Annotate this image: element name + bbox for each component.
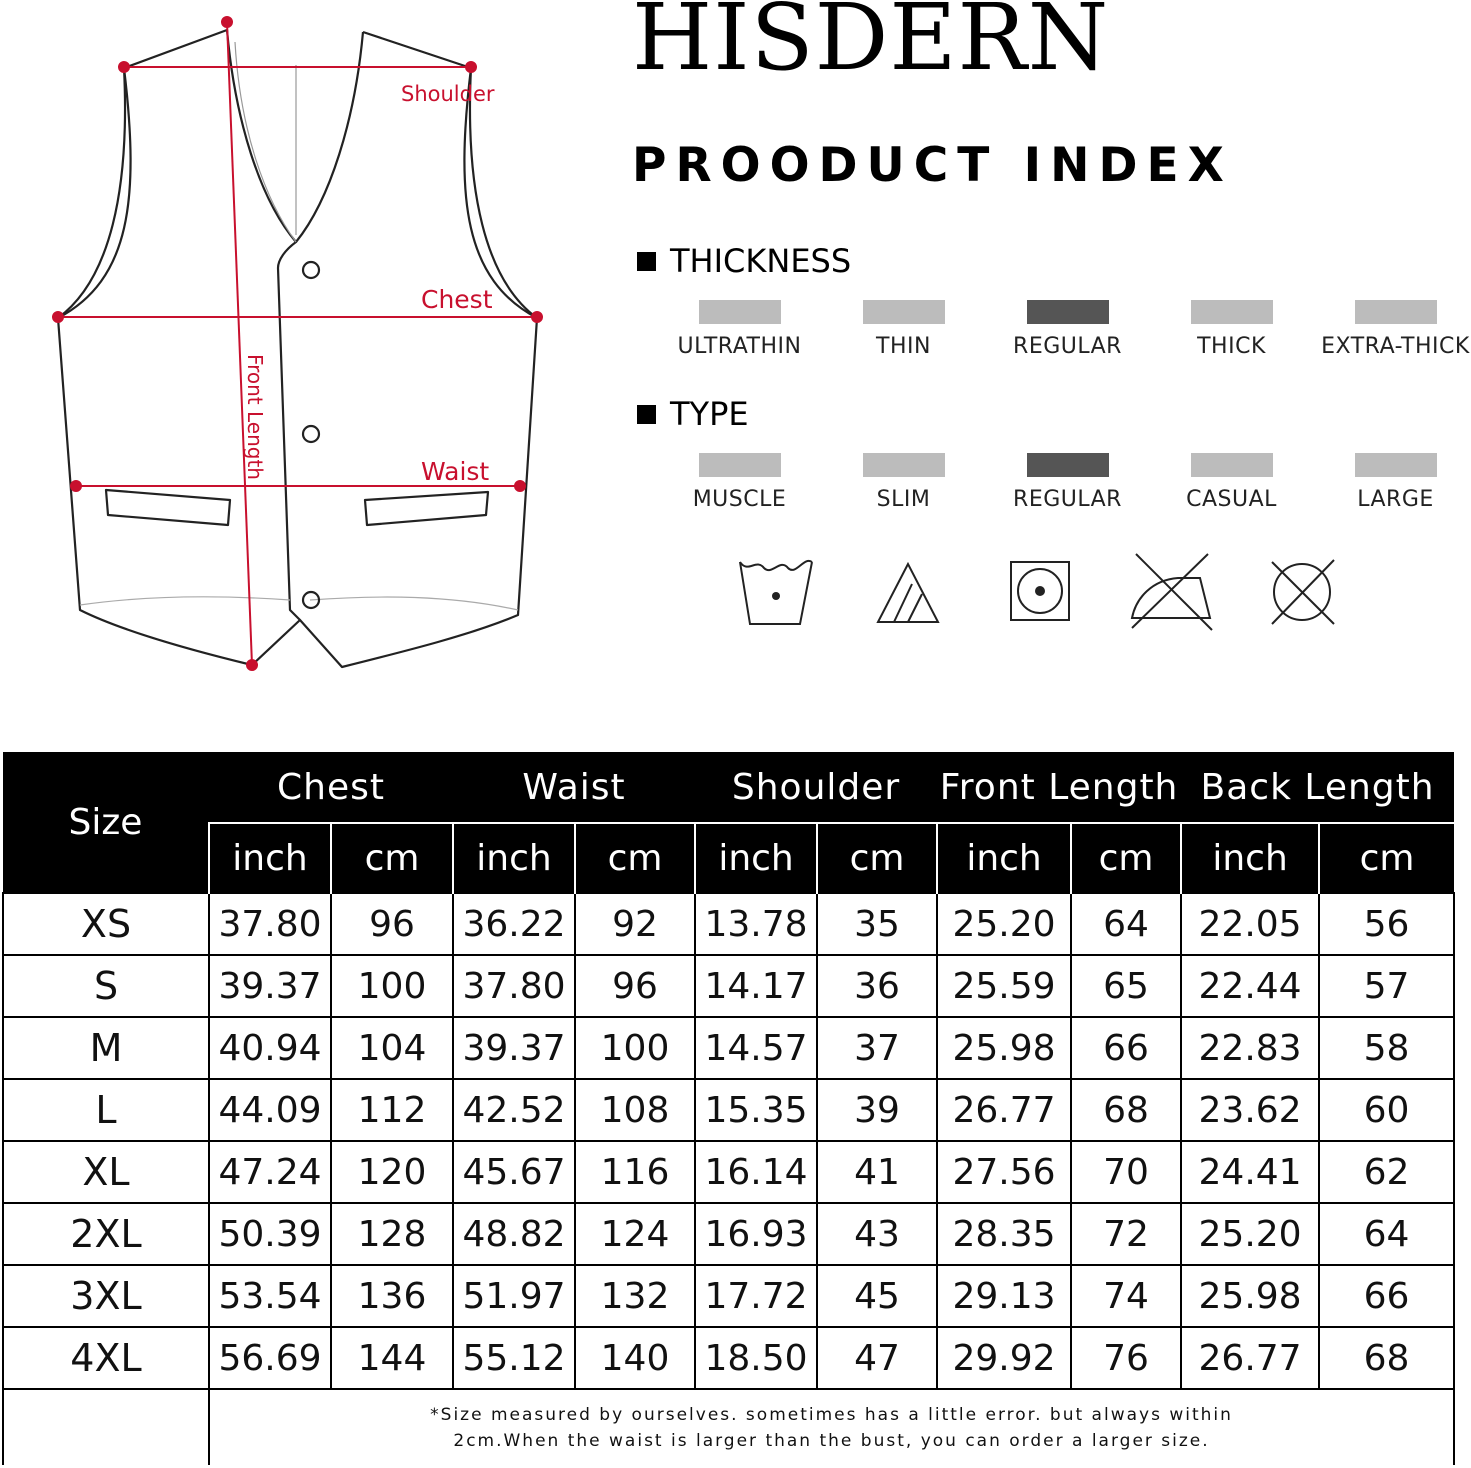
thickness-bar — [1355, 300, 1437, 324]
value-cell: 74 — [1071, 1265, 1181, 1327]
value-cell: 140 — [575, 1327, 695, 1389]
type-option — [1313, 453, 1471, 512]
value-cell: 70 — [1071, 1141, 1181, 1203]
value-cell: 68 — [1071, 1079, 1181, 1141]
shoulder-label: Shoulder — [401, 82, 495, 106]
size-cell: XS — [3, 893, 209, 955]
table-row — [3, 1265, 1454, 1327]
vest-diagram — [40, 10, 580, 690]
value-cell: 43 — [817, 1203, 937, 1265]
thickness-bar — [1191, 300, 1273, 324]
thickness-scale — [657, 300, 1471, 370]
type-bar — [699, 453, 781, 477]
value-cell: 56.69 — [209, 1327, 331, 1389]
size-cell: M — [3, 1017, 209, 1079]
unit-header-inch: inch — [937, 823, 1071, 893]
value-cell: 50.39 — [209, 1203, 331, 1265]
value-cell: 76 — [1071, 1327, 1181, 1389]
table-row — [3, 1327, 1454, 1389]
value-cell: 25.59 — [937, 955, 1071, 1017]
value-cell: 116 — [575, 1141, 695, 1203]
value-cell: 22.44 — [1181, 955, 1319, 1017]
value-cell: 16.14 — [695, 1141, 817, 1203]
value-cell: 48.82 — [453, 1203, 575, 1265]
thickness-heading — [637, 242, 851, 280]
type-bar — [863, 453, 945, 477]
value-cell: 132 — [575, 1265, 695, 1327]
value-cell: 37 — [817, 1017, 937, 1079]
type-heading — [637, 395, 749, 433]
type-bar — [1027, 453, 1109, 477]
value-cell: 64 — [1071, 893, 1181, 955]
unit-header-inch: inch — [453, 823, 575, 893]
thickness-option-label: EXTRA-THICK — [1321, 334, 1470, 359]
bullet-square-icon — [637, 405, 656, 424]
value-cell: 45.67 — [453, 1141, 575, 1203]
front-length-header: Front Length — [937, 752, 1181, 823]
type-option-label: REGULAR — [1013, 487, 1122, 512]
type-title: TYPE — [670, 395, 749, 433]
do-not-dry-clean-icon — [1268, 552, 1358, 632]
value-cell: 72 — [1071, 1203, 1181, 1265]
value-cell: 128 — [331, 1203, 453, 1265]
value-cell: 39 — [817, 1079, 937, 1141]
size-cell: 4XL — [3, 1327, 209, 1389]
size-note — [209, 1389, 1454, 1465]
value-cell: 25.20 — [937, 893, 1071, 955]
value-cell: 28.35 — [937, 1203, 1071, 1265]
value-cell: 92 — [575, 893, 695, 955]
value-cell: 14.57 — [695, 1017, 817, 1079]
value-cell: 22.83 — [1181, 1017, 1319, 1079]
size-header: Size — [3, 752, 209, 893]
chest-label: Chest — [421, 285, 493, 314]
unit-header-cm: cm — [1319, 823, 1454, 893]
thickness-bar — [699, 300, 781, 324]
type-scale — [657, 453, 1471, 523]
value-cell: 37.80 — [209, 893, 331, 955]
no-bleach-icon — [870, 552, 960, 632]
value-cell: 39.37 — [453, 1017, 575, 1079]
value-cell: 13.78 — [695, 893, 817, 955]
hand-wash-icon — [730, 552, 820, 632]
shoulder-header: Shoulder — [695, 752, 937, 823]
value-cell: 15.35 — [695, 1079, 817, 1141]
value-cell: 51.97 — [453, 1265, 575, 1327]
value-cell: 124 — [575, 1203, 695, 1265]
value-cell: 47 — [817, 1327, 937, 1389]
value-cell: 25.20 — [1181, 1203, 1319, 1265]
value-cell: 108 — [575, 1079, 695, 1141]
type-option-label: MUSCLE — [692, 487, 787, 512]
value-cell: 45 — [817, 1265, 937, 1327]
value-cell: 65 — [1071, 955, 1181, 1017]
value-cell: 42.52 — [453, 1079, 575, 1141]
tumble-dry-icon — [1005, 552, 1095, 632]
unit-header-cm: cm — [331, 823, 453, 893]
unit-header-inch: inch — [1181, 823, 1319, 893]
type-option — [1149, 453, 1314, 512]
size-cell: XL — [3, 1141, 209, 1203]
type-bar — [1191, 453, 1273, 477]
thickness-option-label: REGULAR — [1013, 334, 1122, 359]
value-cell: 25.98 — [1181, 1265, 1319, 1327]
value-cell: 136 — [331, 1265, 453, 1327]
table-row — [3, 1141, 1454, 1203]
value-cell: 60 — [1319, 1079, 1454, 1141]
thickness-bar — [1027, 300, 1109, 324]
unit-header-inch: inch — [209, 823, 331, 893]
type-option-label: CASUAL — [1186, 487, 1277, 512]
table-row — [3, 955, 1454, 1017]
waist-label: Waist — [421, 457, 490, 486]
value-cell: 58 — [1319, 1017, 1454, 1079]
value-cell: 100 — [575, 1017, 695, 1079]
value-cell: 23.62 — [1181, 1079, 1319, 1141]
value-cell: 68 — [1319, 1327, 1454, 1389]
size-cell: L — [3, 1079, 209, 1141]
table-row — [3, 1017, 1454, 1079]
bullet-square-icon — [637, 252, 656, 271]
value-cell: 96 — [331, 893, 453, 955]
size-note-line-2: 2cm.When the waist is larger than the bust, you can order a larger size. — [453, 1430, 1210, 1451]
value-cell: 36.22 — [453, 893, 575, 955]
note-row — [3, 1389, 1454, 1465]
value-cell: 16.93 — [695, 1203, 817, 1265]
size-note-line-1: *Size measured by ourselves. sometimes has a little error. but always within — [430, 1404, 1233, 1425]
brand-title: HISDERN — [632, 0, 1110, 91]
value-cell: 26.77 — [937, 1079, 1071, 1141]
value-cell: 112 — [331, 1079, 453, 1141]
value-cell: 29.13 — [937, 1265, 1071, 1327]
value-cell: 22.05 — [1181, 893, 1319, 955]
value-cell: 56 — [1319, 893, 1454, 955]
value-cell: 17.72 — [695, 1265, 817, 1327]
value-cell: 40.94 — [209, 1017, 331, 1079]
value-cell: 26.77 — [1181, 1327, 1319, 1389]
unit-header-row — [3, 823, 1454, 893]
value-cell: 29.92 — [937, 1327, 1071, 1389]
thickness-title: THICKNESS — [670, 242, 852, 280]
value-cell: 47.24 — [209, 1141, 331, 1203]
type-option — [985, 453, 1150, 512]
size-chart-table — [2, 752, 1455, 1465]
value-cell: 144 — [331, 1327, 453, 1389]
unit-header-cm: cm — [575, 823, 695, 893]
value-cell: 64 — [1319, 1203, 1454, 1265]
type-bar — [1355, 453, 1437, 477]
thickness-option-label: ULTRATHIN — [677, 334, 802, 359]
value-cell: 35 — [817, 893, 937, 955]
value-cell: 14.17 — [695, 955, 817, 1017]
unit-header-cm: cm — [817, 823, 937, 893]
thickness-bar — [863, 300, 945, 324]
size-cell: S — [3, 955, 209, 1017]
unit-header-cm: cm — [1071, 823, 1181, 893]
type-option-label: SLIM — [876, 487, 931, 512]
size-cell: 3XL — [3, 1265, 209, 1327]
thickness-option — [985, 300, 1150, 359]
value-cell: 18.50 — [695, 1327, 817, 1389]
value-cell: 36 — [817, 955, 937, 1017]
chest-header: Chest — [209, 752, 453, 823]
waist-header: Waist — [453, 752, 695, 823]
thickness-option-label: THICK — [1197, 334, 1266, 359]
type-option — [657, 453, 822, 512]
value-cell: 100 — [331, 955, 453, 1017]
unit-header-inch: inch — [695, 823, 817, 893]
value-cell: 44.09 — [209, 1079, 331, 1141]
value-cell: 39.37 — [209, 955, 331, 1017]
thickness-option — [1149, 300, 1314, 359]
value-cell: 66 — [1071, 1017, 1181, 1079]
table-row — [3, 893, 1454, 955]
value-cell: 120 — [331, 1141, 453, 1203]
value-cell: 24.41 — [1181, 1141, 1319, 1203]
thickness-option-label: THIN — [876, 334, 931, 359]
vest-outline-drawing — [40, 10, 580, 690]
value-cell: 104 — [331, 1017, 453, 1079]
size-cell: 2XL — [3, 1203, 209, 1265]
value-cell: 55.12 — [453, 1327, 575, 1389]
value-cell: 96 — [575, 955, 695, 1017]
thickness-option — [821, 300, 986, 359]
value-cell: 57 — [1319, 955, 1454, 1017]
value-cell: 25.98 — [937, 1017, 1071, 1079]
value-cell: 41 — [817, 1141, 937, 1203]
note-blank-cell — [3, 1389, 209, 1465]
value-cell: 66 — [1319, 1265, 1454, 1327]
value-cell: 62 — [1319, 1141, 1454, 1203]
front-length-label: Front Length — [242, 354, 267, 480]
do-not-iron-icon — [1128, 552, 1218, 632]
table-row — [3, 1079, 1454, 1141]
value-cell: 53.54 — [209, 1265, 331, 1327]
type-option-label: LARGE — [1357, 487, 1434, 512]
product-index-subtitle: PROODUCT INDEX — [632, 138, 1233, 193]
value-cell: 37.80 — [453, 955, 575, 1017]
thickness-option — [657, 300, 822, 359]
thickness-option — [1313, 300, 1471, 359]
table-row — [3, 1203, 1454, 1265]
care-icons — [730, 552, 1350, 632]
type-option — [821, 453, 986, 512]
value-cell: 27.56 — [937, 1141, 1071, 1203]
back-length-header: Back Length — [1181, 752, 1454, 823]
